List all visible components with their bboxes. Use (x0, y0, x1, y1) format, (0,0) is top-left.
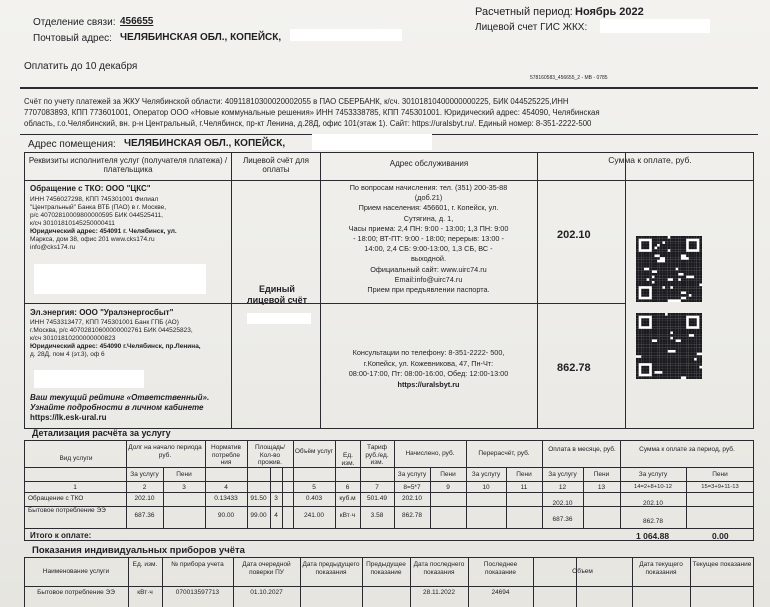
tariff: 3.58 (370, 512, 384, 519)
service-address-line: выходной. (410, 254, 447, 264)
period-value: Ноябрь 2022 (575, 6, 644, 18)
volume: 0.403 (305, 495, 323, 502)
provider1-line: к/сч 30101810145250000411 (30, 220, 115, 227)
tariff: 501.49 (367, 495, 387, 502)
provider1-line: р/с 40702810009800000595 БИК 044525411, (30, 212, 163, 219)
detail-h-area: Площадь/ Кол-во прожив. (254, 444, 286, 466)
divider (320, 152, 321, 429)
provider2-title: Эл.энергия: ООО "Уралэнергосбыт" (30, 308, 174, 317)
service-address-line: Сутягина, д. 1, (403, 213, 454, 223)
service-address-line: Официальный сайт: www.uirc74.ru (370, 264, 487, 274)
redaction (312, 134, 432, 150)
norm: 0.13433 (214, 495, 238, 502)
meters-value: 28.11.2022 (422, 589, 456, 596)
meters-value: 01.10.2027 (250, 589, 283, 596)
office-value: 456655 (120, 16, 154, 27)
detail-column-number: 14=2+8+10-12 (634, 484, 672, 490)
total-penalty: 0.00 (712, 531, 729, 541)
meters-header: Наименование услуги (42, 568, 110, 575)
redaction (290, 29, 402, 41)
provider1-line: Юридический адрес: 454091 г. Челябинск, ул. (30, 228, 177, 235)
provider2-line: Юридический адрес: 454090 г.Челябинск, пр.Ленина, (30, 343, 201, 350)
residents: 3 (274, 495, 278, 502)
redaction (34, 264, 206, 294)
detail-column-number: 7 (375, 484, 379, 491)
detail-h-debt: Долг на начало периода руб. (128, 444, 202, 459)
divider (24, 586, 754, 587)
col-header-amount: Сумма к оплате, руб. (608, 155, 692, 165)
divider (537, 152, 538, 429)
divider (533, 557, 534, 607)
detail-h-accrued: Начислено, руб. (405, 450, 455, 457)
meters-value: 070013597713 (175, 589, 220, 596)
redaction (247, 313, 311, 324)
provider2-line: д. 28Д, пом 4 (эт.3), оф 6 (30, 351, 105, 358)
service-address-line: Email:info@uirc74.ru (394, 274, 463, 284)
detail-column-number: 13 (597, 484, 606, 491)
provider1-line: ИНН 7456027298, КПП 745301001 Филиал (30, 196, 159, 203)
detail-subheader: Пени (176, 471, 192, 478)
invoice-line-3: область, г.о.Челябинский, вн. р-н Центральный, г.Челябинск, пр-кт Ленина, д.28Д, офис 101(этаж 1). Сайт: https://uralsbyt.ru/. Единый номер: 8-351-2222-500 (24, 119, 592, 128)
detail-column-number: 5 (312, 484, 316, 491)
detail-subheader: За услугу (548, 471, 577, 478)
detail-h-norm: Норматив потребле ния (211, 444, 241, 466)
service-address-line: - 18:00; ВТ-ПТ: 9:00 - 18:00; перерыв: 13:00 - (353, 234, 504, 244)
meters-header: Дата очередной поверки ПУ (242, 561, 291, 576)
meters-value: кВт·ч (137, 589, 153, 596)
provider1-line: info@cks174.ru (30, 244, 76, 251)
detail-h-total: Сумма к оплате за период, руб. (639, 446, 735, 453)
debt: 202.10 (134, 495, 155, 502)
unit: кВт·ч (339, 512, 356, 519)
rating-line: Узнайте подробности в личном кабинете (30, 403, 204, 412)
meters-header: Дата текущего показания (639, 561, 683, 576)
total-label: Итого к оплате: (30, 531, 92, 540)
office-label: Отделение связи: (33, 17, 116, 28)
meters-header: Последнее показание (483, 561, 518, 576)
pay-by-date: Оплатить до 10 декабря (24, 61, 138, 72)
service-address-line: Консультации по телефону: 8-351-2222- 500, (352, 348, 505, 357)
rating-link[interactable]: https://lk.esk-ural.ru (30, 413, 107, 422)
detail-column-number: 10 (482, 484, 490, 491)
detail-subheader: Пени (516, 471, 532, 478)
detail-column-number: 3 (182, 484, 186, 491)
divider (20, 87, 758, 89)
meters-title: Показания индивидуальных приборов учёта (32, 545, 245, 556)
service-address-line: По вопросам начисления: тел. (351) 200-35-88 (349, 183, 508, 192)
service-address-line: г.Копейск, ул. Кожевникова, 47, Пн-Чт: (363, 358, 494, 368)
detail-column-number: 1 (73, 484, 77, 491)
divider (24, 467, 754, 468)
norm: 90.00 (217, 512, 235, 519)
provider2-line: к/сч 30101810200000000823 (30, 335, 116, 342)
divider (320, 303, 625, 304)
divider (282, 467, 283, 528)
detail-subheader: За услугу (130, 471, 159, 478)
paid: 202.10 (552, 500, 573, 507)
provider1-service (322, 183, 535, 295)
meters-value: 24694 (491, 589, 510, 596)
residents: 4 (274, 512, 278, 519)
total: 862.78 (643, 518, 663, 525)
meters-header: Дата предыдущего показания (302, 561, 360, 576)
meters-header: Ед. изм. (132, 561, 158, 568)
detail-title: Детализация расчёта за услугу (32, 428, 171, 438)
divider (231, 152, 232, 429)
total-value: 1 064.88 (636, 531, 670, 541)
detail-column-number: 12 (558, 484, 567, 491)
service-address-line: Часы приема: 2,4 ПН: 9:00 - 13:00; 1,3 ПН: 9:00 (348, 223, 509, 233)
provider1-title: Обращение с ТКО: ООО "ЦКС" (30, 184, 151, 193)
rating-line: Ваш текущий рейтинг «Ответственный». (30, 393, 210, 402)
paid: 687.36 (552, 516, 573, 523)
divider (24, 180, 754, 181)
detail-subheader: За услугу (397, 471, 427, 478)
unit: куб.м (339, 495, 356, 502)
service-address-line: https://uralsbyt.ru (397, 379, 460, 389)
detail-column-number: 8=5*7 (403, 484, 421, 491)
provider1-line: "Центральный" Банка ВТБ (ПАО) в г. Москве, (30, 204, 167, 211)
postal-label: Почтовый адрес: (33, 33, 112, 44)
detail-subheader: За услугу (471, 471, 501, 478)
provider1-line: Маркса, дом 38, офис 201 www.cks174.ru (30, 236, 155, 243)
premises-value: ЧЕЛЯБИНСКАЯ ОБЛ., КОПЕЙСК, (124, 138, 286, 149)
col-header-account: Лицевой счёт для оплаты (242, 156, 310, 174)
single-account-label: Единый лицевой счёт (246, 284, 308, 305)
redaction (34, 370, 144, 388)
provider1-amount: 202.10 (557, 229, 591, 241)
detail-h-volume: Объём услуг (294, 448, 334, 455)
meters-header: Дата последнего показания (413, 561, 465, 576)
meters-header: Текущее показание (692, 561, 752, 568)
divider (576, 557, 577, 607)
service-address-line: Прием населения: 456601, г. Копейск, ул. (358, 203, 499, 213)
premises-label: Адрес помещения: (28, 139, 116, 150)
area: 91.50 (250, 495, 267, 502)
meters-header: № прибора учета (171, 561, 224, 568)
account-label: Лицевой счет ГИС ЖКХ: (475, 22, 588, 33)
qr-code (636, 313, 702, 379)
divider (24, 481, 754, 482)
redaction (600, 19, 710, 33)
service-address-line: 08:00-17:00, Пт: 08:00-16:00, Обед: 12:00-13:00 (348, 369, 509, 378)
detail-subheader: Пени (593, 471, 610, 478)
meters-header: Объем (572, 568, 593, 575)
detail-h-recalc: Перерасчёт, руб. (478, 450, 530, 457)
area: 99.00 (250, 512, 267, 519)
detail-subheader: Пени (712, 471, 728, 478)
provider2-amount: 862.78 (557, 362, 591, 374)
total: 202.10 (643, 500, 663, 507)
detail-column-number: 15=3+9+11-13 (701, 484, 739, 490)
provider2-service (322, 348, 535, 390)
col-header-payee: Реквизиты исполнителя услуг (получателя платежа) / плательщика (28, 156, 228, 174)
invoice-line-2: 7707083893, КПП 773601001, Оператор ООО «Новые коммунальные решения» ИНН 7453338785, КПП 745301001. Юридический адрес: 454090, Челябинская (24, 108, 600, 117)
service-address-line: 14:00, 2,4 СБ: 9:00-13:00, 1,3 СБ, ВС - (364, 244, 493, 254)
accrued: 202.10 (402, 495, 422, 502)
volume: 241.00 (304, 512, 324, 519)
detail-subheader: За услугу (638, 471, 668, 478)
detail-h-paid: Оплата в месяце, руб. (548, 446, 616, 453)
service-address-line: (доб.21) (414, 193, 443, 203)
divider (625, 152, 626, 429)
service-name: Бытовое потребление ЭЭ (28, 507, 106, 514)
qr-code (636, 236, 702, 302)
detail-column-number: 6 (345, 484, 350, 491)
detail-h-tariff: Тариф руб./ед. изм. (365, 444, 389, 466)
provider2-line: ИНН 7453313477, КПП 745301001 Банк ГПБ (АО) (30, 319, 179, 326)
service-address-line: Прием при предъявлении паспорта. (367, 285, 490, 295)
meters-value: Бытовое потребление ЭЭ (37, 589, 115, 596)
debt: 687.36 (134, 512, 155, 519)
divider (24, 492, 754, 493)
invoice-line-1: Счёт по учету платежей за ЖКУ Челябинской области: 40911810300020002055 в ПАО СБЕРБАНК, к/сч. 30101810400000000225, БИК 044525225,ИНН (24, 97, 569, 106)
detail-h-unit: Ед. изм. (341, 452, 355, 467)
detail-column-number: 11 (520, 484, 528, 491)
detail-column-number: 9 (446, 484, 450, 491)
divider (24, 528, 754, 529)
service-name: Обращение с ТКО (28, 495, 84, 502)
detail-column-number: 4 (224, 484, 228, 491)
provider2-line: г.Москва, р/с 40702810600000002761 БИК 044525823, (30, 327, 193, 334)
period-label: Расчетный период: (475, 6, 573, 18)
detail-column-number: 2 (142, 484, 147, 491)
document-code: 578160583_456655_2 - МВ - 0785 (530, 75, 608, 81)
accrued: 862.78 (402, 512, 422, 519)
detail-h-service: Вид услуги (59, 455, 93, 462)
postal-value: ЧЕЛЯБИНСКАЯ ОБЛ., КОПЕЙСК, (120, 32, 282, 43)
detail-subheader: Пени (440, 471, 456, 478)
meters-header: Предыдущее показание (366, 561, 406, 576)
col-header-address: Адрес обслуживания (389, 159, 469, 168)
